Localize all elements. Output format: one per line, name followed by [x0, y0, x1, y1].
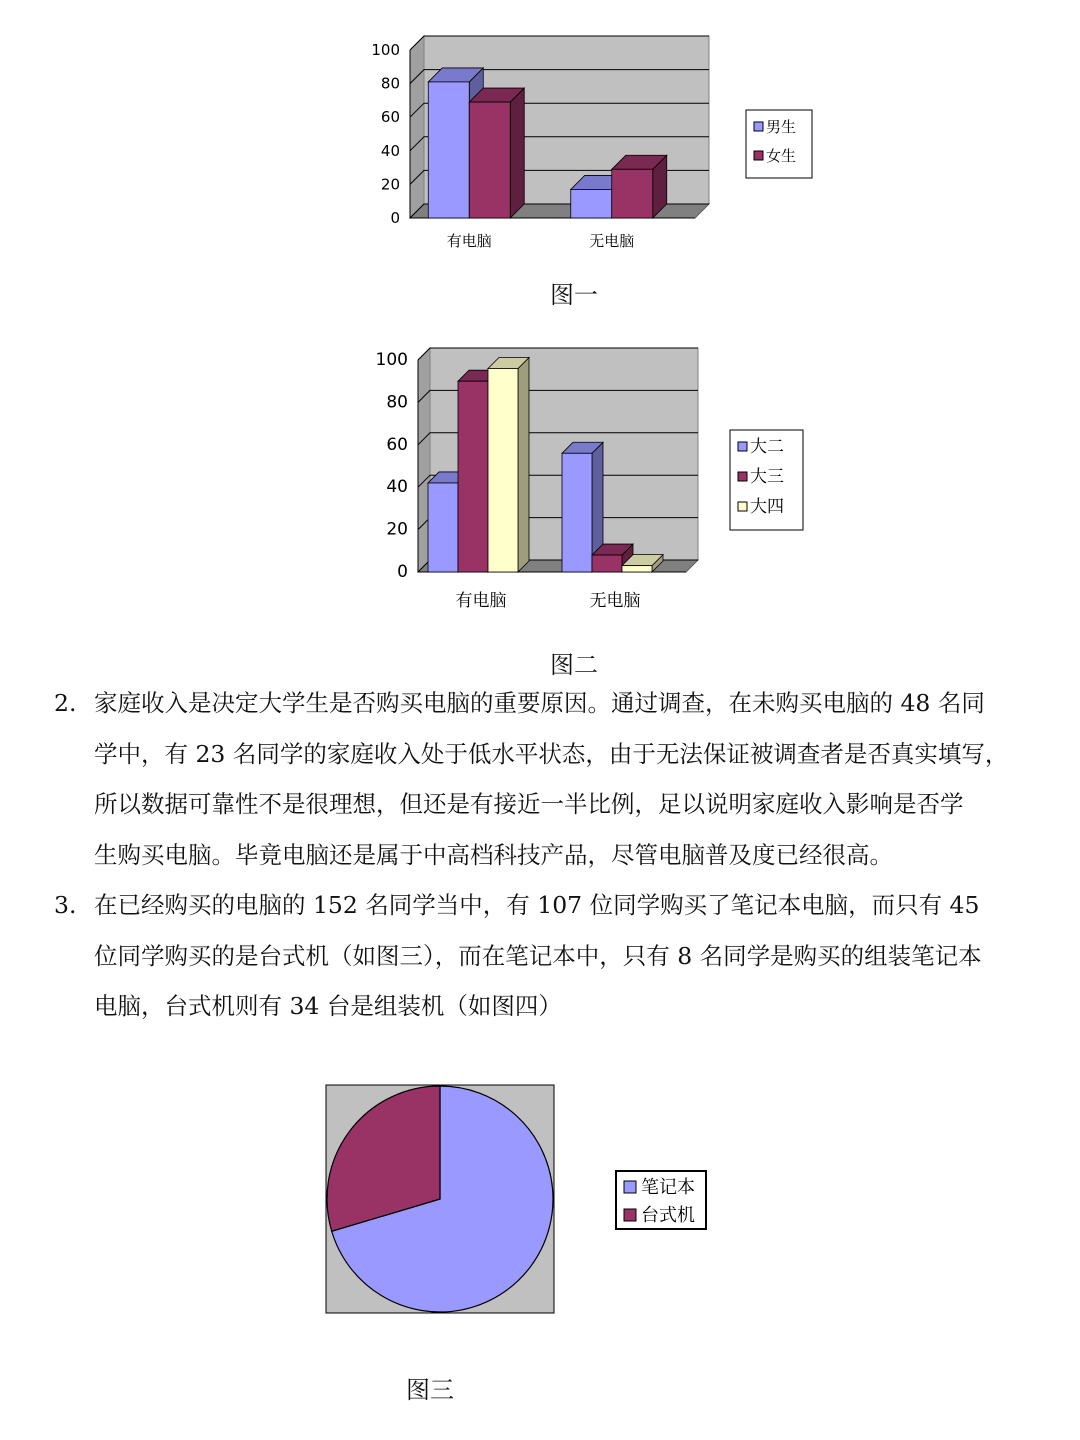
- y-tick-label: 80: [386, 392, 408, 413]
- legend-swatch: [738, 442, 747, 451]
- bar-front: [622, 566, 652, 572]
- paragraph-3-line-1: 在已经购买的电脑的 152 名同学当中，有 107 位同学购买了笔记本电脑，而只有 45: [94, 891, 980, 919]
- bar-front: [612, 169, 653, 218]
- paragraph-2-number: 2.: [54, 689, 77, 717]
- paragraph-2-line-2: 学中，有 23 名同学的家庭收入处于低水平状态，由于无法保证被调查者是否真实填写，: [94, 739, 1009, 768]
- x-category-label: 无电脑: [589, 591, 641, 611]
- bar-front: [469, 102, 510, 218]
- y-tick-label: 40: [380, 141, 400, 160]
- bar-大四-有电脑: [488, 357, 529, 572]
- bar-front: [428, 82, 469, 218]
- bar-女生-有电脑: [469, 88, 524, 218]
- figure-3-pie-chart: [320, 1080, 720, 1320]
- legend-swatch: [624, 1181, 636, 1193]
- bar-女生-无电脑: [612, 155, 667, 218]
- legend: [730, 430, 803, 530]
- y-tick-label: 0: [390, 209, 400, 227]
- paragraph-3-line-2: 位同学购买的是台式机（如图三），而在笔记本中，只有 8 名同学是购买的组装笔记本: [94, 941, 982, 970]
- paragraph-2: [54, 678, 1059, 880]
- y-tick-label: 60: [386, 434, 408, 455]
- legend-label: 男生: [766, 118, 797, 136]
- bar-front: [488, 368, 518, 572]
- legend-swatch: [738, 502, 747, 511]
- paragraph-2-line-4: 生购买电脑。毕竟电脑还是属于中高档科技产品，尽管电脑普及度已经很高。: [94, 840, 893, 869]
- bar-front: [458, 381, 488, 572]
- y-tick-label: 0: [397, 562, 408, 582]
- y-tick-label: 60: [380, 108, 400, 127]
- y-tick-label: 80: [380, 74, 400, 93]
- y-tick-label: 100: [375, 350, 408, 370]
- bar-side: [510, 88, 524, 218]
- legend-label: 女生: [766, 147, 797, 165]
- bar-front: [562, 453, 592, 572]
- figure-2-caption: 图二: [550, 651, 598, 679]
- figure-1-caption: 图一: [550, 281, 598, 309]
- figure-1-bar-chart: [340, 20, 840, 265]
- legend-label: 大四: [750, 497, 784, 517]
- legend-swatch: [754, 122, 763, 131]
- y-tick-label: 40: [386, 477, 408, 498]
- legend-label: 大三: [750, 467, 784, 487]
- x-category-label: 有电脑: [446, 232, 492, 250]
- paragraph-3-number: 3.: [54, 891, 77, 919]
- figure-2-bar-chart: [340, 340, 840, 620]
- paragraph-2-line-1: 家庭收入是决定大学生是否购买电脑的重要原因。通过调查，在未购买电脑的 48 名同: [94, 689, 985, 717]
- y-tick-label: 100: [371, 41, 400, 59]
- bar-front: [592, 555, 622, 572]
- y-tick-label: 20: [380, 175, 400, 194]
- legend-swatch: [738, 472, 747, 481]
- paragraph-3: [54, 880, 1059, 1032]
- bar-front: [571, 189, 612, 218]
- legend-label: 大二: [750, 437, 784, 457]
- legend: [616, 1171, 706, 1229]
- chart-side-wall: [410, 36, 424, 218]
- paragraph-3-line-3: 电脑，台式机则有 34 台是组装机（如图四）: [94, 992, 562, 1020]
- y-tick-label: 20: [386, 519, 408, 540]
- x-category-label: 无电脑: [589, 232, 635, 250]
- bar-side: [518, 357, 529, 572]
- bar-front: [428, 483, 458, 572]
- paragraph-2-line-3: 所以数据可靠性不是很理想，但还是有接近一半比例，足以说明家庭收入影响是否学: [94, 790, 964, 818]
- legend: [746, 110, 812, 178]
- legend-label: 台式机: [641, 1205, 695, 1226]
- x-category-label: 有电脑: [455, 591, 507, 611]
- legend-label: 笔记本: [641, 1177, 695, 1198]
- figure-3-caption: 图三: [406, 1376, 454, 1404]
- legend-swatch: [754, 151, 763, 160]
- legend-swatch: [624, 1209, 636, 1221]
